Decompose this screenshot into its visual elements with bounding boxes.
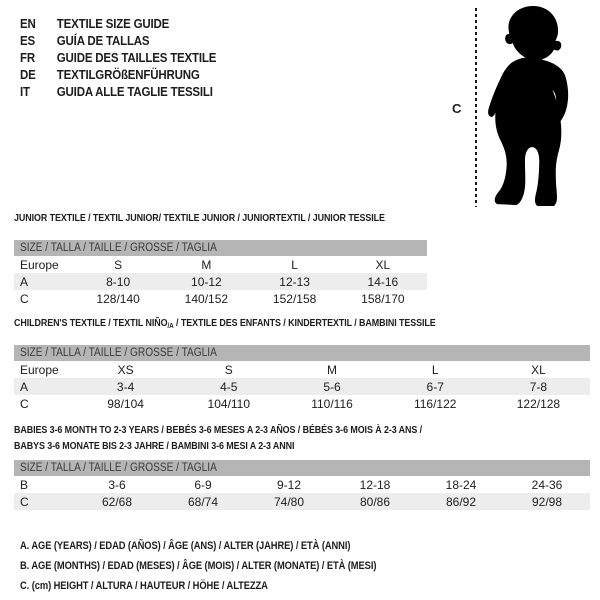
language-label: GUIDE DES TAILLES TEXTILE — [56, 50, 217, 65]
row-label: C — [20, 396, 29, 411]
language-label: TEXTILGRÖßENFÜHRUNG — [56, 67, 200, 82]
language-label: TEXTILE SIZE GUIDE — [56, 16, 170, 31]
height-cell: 86/92 — [445, 494, 477, 509]
footnotes — [20, 536, 439, 596]
height-measure-label: C — [452, 101, 462, 116]
language-row-es — [20, 32, 216, 49]
age-cell: 7-8 — [529, 379, 548, 394]
size-cell: XL — [531, 362, 546, 377]
children-title-post: / TEXTILE DES ENFANTS / KINDERTEXTIL / BAMBINI TESSILE — [173, 317, 436, 329]
children-title-sub: /A — [167, 321, 174, 330]
table-row-height — [14, 493, 590, 510]
language-code: FR — [20, 50, 35, 65]
age-cell: 8-10 — [106, 274, 131, 289]
table-row-height — [14, 290, 427, 307]
children-title-pre: CHILDREN'S TEXTILE / TEXTIL NIÑO — [14, 317, 168, 329]
junior-table-title: JUNIOR TEXTILE / TEXTIL JUNIOR/ TEXTILE JUNIOR / JUNIORTEXTIL / JUNIOR TESSILE — [14, 212, 385, 224]
age-cell: 14-16 — [367, 274, 399, 289]
height-cell: 140/152 — [184, 291, 229, 306]
footnote-age-years: A. AGE (YEARS) / EDAD (AÑOS) / ÂGE (ANS) / ALTER (JAHRE) / ETÀ (ANNI) — [20, 540, 351, 552]
row-label: A — [20, 379, 29, 394]
height-cell: 68/74 — [187, 494, 219, 509]
children-table-title — [14, 317, 436, 332]
size-header-label: SIZE / TALLA / TAILLE / GRÖSSE / TAGLIA — [20, 242, 217, 254]
size-cell: S — [114, 257, 123, 272]
table-row-europe — [14, 361, 590, 378]
table-row-age — [14, 273, 427, 290]
language-label: GUÍA DE TALLAS — [56, 33, 150, 48]
language-row-de — [20, 66, 216, 83]
language-code: IT — [20, 84, 30, 99]
row-label: A — [20, 274, 29, 289]
babies-title-line2: BABYS 3-6 MONATE BIS 2-3 JAHRE / BAMBINI 3-6 MESI A 2-3 ANNI — [14, 440, 295, 452]
babies-size-table — [14, 460, 590, 510]
age-cell: 18-24 — [445, 477, 477, 492]
language-code: ES — [20, 33, 35, 48]
size-header-bar — [14, 240, 427, 256]
language-code: DE — [20, 67, 36, 82]
size-header-bar — [14, 460, 590, 476]
age-cell: 10-12 — [191, 274, 222, 289]
height-cell: 122/128 — [516, 396, 561, 411]
table-row-age — [14, 378, 590, 395]
size-header-bar — [14, 345, 590, 361]
height-cell: 116/122 — [413, 396, 457, 411]
age-cell: 24-36 — [531, 477, 563, 492]
age-cell: 6-9 — [194, 477, 212, 492]
table-row-europe — [14, 256, 427, 273]
row-label: C — [20, 291, 29, 306]
age-cell: 9-12 — [276, 477, 302, 492]
babies-title-line1: BABIES 3-6 MONTH TO 2-3 YEARS / BEBÉS 3-6 MESES A 2-3 AÑOS / BÉBÉS 3-6 MOIS À 2-3 ANS / — [14, 424, 423, 436]
size-cell: M — [201, 257, 212, 272]
age-cell: 3-6 — [108, 477, 126, 492]
age-cell: 6-7 — [426, 379, 444, 394]
height-cell: 92/98 — [531, 494, 563, 509]
baby-silhouette-icon — [483, 2, 583, 212]
table-row-age-months — [14, 476, 590, 493]
age-cell: 12-18 — [359, 477, 391, 492]
height-cell: 62/68 — [101, 494, 133, 509]
size-cell: XL — [375, 257, 391, 272]
language-row-fr — [20, 49, 216, 66]
children-size-table — [14, 345, 590, 412]
size-header-label: SIZE / TALLA / TAILLE / GRÖSSE / TAGLIA — [20, 462, 217, 474]
height-cell: 158/170 — [361, 291, 405, 306]
row-label: Europe — [20, 257, 59, 272]
size-cell: L — [431, 362, 439, 377]
language-block — [20, 15, 233, 100]
size-cell: S — [224, 362, 233, 377]
size-header-label: SIZE / TALLA / TAILLE / GRÖSSE / TAGLIA — [20, 347, 217, 359]
row-label: B — [20, 477, 29, 492]
height-cell: 128/140 — [96, 291, 140, 306]
row-label: Europe — [20, 362, 59, 377]
age-cell: 5-6 — [323, 379, 341, 394]
language-label: GUIDA ALLE TAGLIE TESSILI — [56, 84, 213, 99]
age-cell: 4-5 — [220, 379, 238, 394]
height-cell: 80/86 — [359, 494, 391, 509]
language-row-it — [20, 83, 216, 100]
age-cell: 3-4 — [116, 379, 135, 394]
row-label: C — [20, 494, 29, 509]
size-cell: L — [291, 257, 298, 272]
footnote-age-months: B. AGE (MONTHS) / EDAD (MESES) / ÂGE (MOIS) / ALTER (MONATE) / ETÀ (MESI) — [20, 560, 377, 572]
footnote-height: C. (cm) HEIGHT / ALTURA / HAUTEUR / HÖHE / ALTEZZA — [20, 580, 268, 592]
language-code: EN — [20, 16, 36, 31]
babies-table-title — [14, 424, 494, 453]
size-cell: M — [327, 362, 337, 377]
height-cell: 74/80 — [273, 494, 305, 509]
language-row-en — [20, 15, 216, 32]
table-row-height — [14, 395, 590, 412]
age-cell: 12-13 — [279, 274, 310, 289]
height-measure-line — [475, 8, 477, 207]
height-cell: 110/116 — [311, 396, 353, 411]
height-cell: 98/104 — [107, 396, 144, 411]
height-cell: 152/158 — [272, 291, 317, 306]
height-cell: 104/110 — [207, 396, 251, 411]
size-cell: XS — [117, 362, 134, 377]
junior-size-table — [14, 240, 427, 307]
